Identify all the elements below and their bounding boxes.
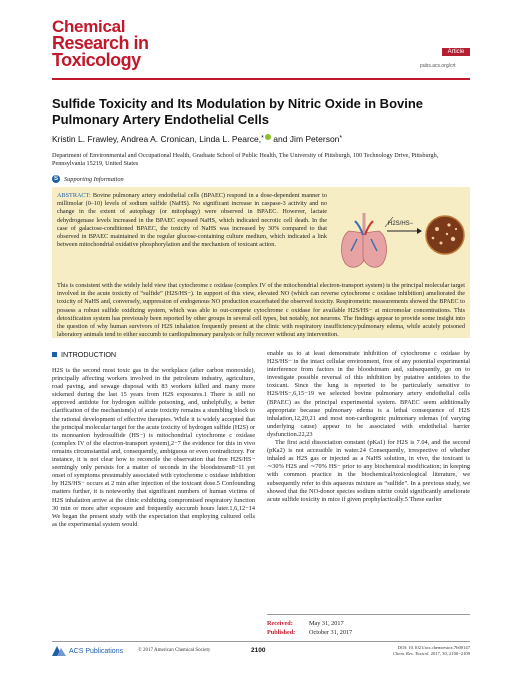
article-dates [267,614,470,637]
abstract-box [52,187,470,338]
left-column [52,350,255,529]
received-date: May 31, 2017 [309,620,344,627]
authors-text: Kristin L. Frawley, Andrea A. Cronican, Linda L. Pearce, [52,134,262,144]
intro-right-paragraph-1: enable us to at least demonstrate inhibition of cytochrome c oxidase by H2S/HS− in the intact cellular environment, free of any potential experimental interference from factors in the bloodstream and, subsequently, go on to investigate possible reversal of this inhibition by putative antidotes to the toxicant. Since the lung is reported to be particularly sensitive to H2S/HS−,6,15−19 we selected bovine pulmonary artery endothelial cells (BPAEC) as the principal experimental system. BPAEC seem additionally appropriate because pulmonary edema is a lethal consequence of H2S inhalation,12,20,21 and most non-cardiogenic pulmonary edemas (of varying underlying cause) appear to be associated with endothelial barrier dysfunction.22,23 [267,350,470,438]
abstract-bottom: This is consistent with the widely held view that cytochrome c oxidase (complex IV of the mitochondrial electron-transport system) is the principal molecular target involved in the acute toxicity of “sulfide” (H2S/HS−). In support of this view, elevated NO (which can reverse cytochrome c oxidase inhibition) ameliorated the toxicity of NaHS and, conversely, suppression of endogenous NO production exacerbated the observed toxicity. Respirometric measurements showed the BPAEC to possess a robust sulfide oxidizing system, which was able to out-compete cytochrome c oxidase for available H2S/HS− at micromolar concentrations. This detoxification system has previously been reported by other groups in several cell types, but notably, not neurons. The findings appear to provide some insight into the question of why human survivors of H2S inhalation frequently present at the clinic with respiratory insufficiency/pulmonary edema, while acutely poisoned laboratory animals tend to either succumb to cardiopulmonary paralysis or fully recover without any intervention. [57,282,465,339]
intro-right-body [267,350,470,504]
publisher-logo[interactable] [52,646,123,656]
corresponding-mark-2: * [339,135,343,142]
citation [360,651,470,657]
affiliation: Department of Environmental and Occupational Health, Graduate School of Public Health, The University of Pittsburgh, 100 Technology Drive, Pittsburgh, Pennsylvania 15219, United States [52,152,439,167]
citation-journal: Chem. Res. Toxicol. [393,651,430,656]
supporting-info-link[interactable] [52,175,124,183]
authors-text-last: and Jim Peterson [273,134,340,144]
intro-heading [52,350,255,359]
toc-graphic [335,191,465,279]
received-row [267,619,470,628]
doi-link[interactable]: DOI: 10.1021/acs.chemrestox.7b00147 [397,645,470,650]
intro-left-paragraph: H2S is the second most toxic gas in the workplace (after carbon monoxide), principally affecting workers involved in the petroleum industry, agriculture, road paving, and sewage disposal with 83 workers killed and many more sickened during the last 15 years from H2S exposures.1 There is still no approved antidote for hydrogen sulfide poisoning, and, unhelpfully, a better clarification of the mechanism(s) of acute toxicity remains a stumbling block to the rational development of effective therapies. While it is widely accepted that the principal molecular target for the acute toxicity of hydrogen sulfide (H2S) or its monoanion hydrosulfide (HS−) is mitochondrial cytochrome c oxidase (complex IV of the electron-transport system),2−7 the evidence for this in vivo remains circumstantial and, consequently, ambiguous or even contradictory. For instance, it is not clear how to reconcile the observation that free H2S/HS− seemingly only persists for a matter of seconds in the bloodstream8−11 yet onset of symptoms presumably associated with cytochrome c oxidase inhibition by H2S/HS− occurs at 2 min after injection of the toxicant dose.5 Confounding matters further, it is noteworthy that significant numbers of human victims of H2S inhalation arrive at the clinic exhibiting compromised respiratory function 30 min or more after exposure and frequently succumb hours later.1,6,12−14 We began the present study with the expectation that employing cultured cells as the experimental system would [52,367,255,528]
page-number: 2100 [251,647,266,654]
published-row [267,628,470,637]
received-label: Received: [267,620,293,627]
supporting-info-icon: S [53,176,58,182]
orcid-icon[interactable] [265,134,271,140]
logo-line-3: Toxicology [52,50,141,70]
published-label: Published: [267,629,296,636]
abstract-label: ABSTRACT: [57,192,91,199]
toc-label: H2S/HS− [388,221,414,227]
corresponding-mark: * [261,135,264,142]
section-bullet-icon [52,352,57,357]
journal-logo [52,18,162,69]
article-type-badge: Article [442,48,470,56]
abstract-text-top: Bovine pulmonary artery endothelial cells (BPAEC) respond in a dose-dependent manner to millimolar (0–10) levels of sodium sulfide (NaHS). No significant increase in caspase-3 activity and no change in the extent of autophagy (or mitophagy) were observed in BPAEC. However, lactate dehydrogenase levels increased in the BPAEC exposed NaHS, which indicated necrotic cell death. In the case of galactose-conditioned BPAEC, the toxicity of NaHS was increased by 30% compared to that observed in BPAEC maintained in the regular glucose-containing culture medium, which indicated a link between mitochondrial oxidative phosphorylation and the mechanism of toxicant action. [57,192,327,249]
header-divider [52,78,470,80]
arrow-icon [387,228,422,234]
copyright: © 2017 American Chemical Society [138,648,211,653]
published-date: October 31, 2017 [309,629,353,636]
author-list [52,134,342,144]
acs-logo-icon [52,646,66,656]
logo-line-1: Chemical [52,17,126,36]
lung-icon [342,213,387,267]
logo-line-2: Research in [52,33,149,53]
publisher-name: ACS Publications [69,647,124,655]
citation-rest: 2017, 30, 2100−2109 [430,651,470,656]
cell-micrograph-icon [426,216,464,254]
intro-right-paragraph-2: The first acid dissociation constant (pKa1) for H2S is 7.04, and the second (pKa2) is not accessible in water.24 Consequently, irrespective of whether inhaled as H2S gas or injected as a NaHS solution, in vivo, the toxicant is ∼30% H2S and ∼70% HS− prior to any biochemical modification; in keeping with common practice in the biochemical/toxicological literature, we subsequently refer to this aqueous mixture as “sulfide”. In a previous study, we showed that the NO-donor species sodium nitrite could significantly ameliorate acute sulfide toxicity in mice if given prophylactically.5 These earlier [267,439,470,503]
journal-site-link[interactable]: pubs.acs.org/crt [420,63,456,69]
article-title: Sulfide Toxicity and Its Modulation by Nitric Oxide in Bovine Pulmonary Artery Endothelial Cells [52,96,424,127]
abstract-top [57,192,327,249]
right-column [267,350,470,504]
footer-divider [52,641,470,642]
intro-left-body [52,367,255,529]
doi-block [360,645,470,657]
supporting-info-label: Supporting Information [64,175,124,183]
intro-heading-text: INTRODUCTION [61,350,117,359]
